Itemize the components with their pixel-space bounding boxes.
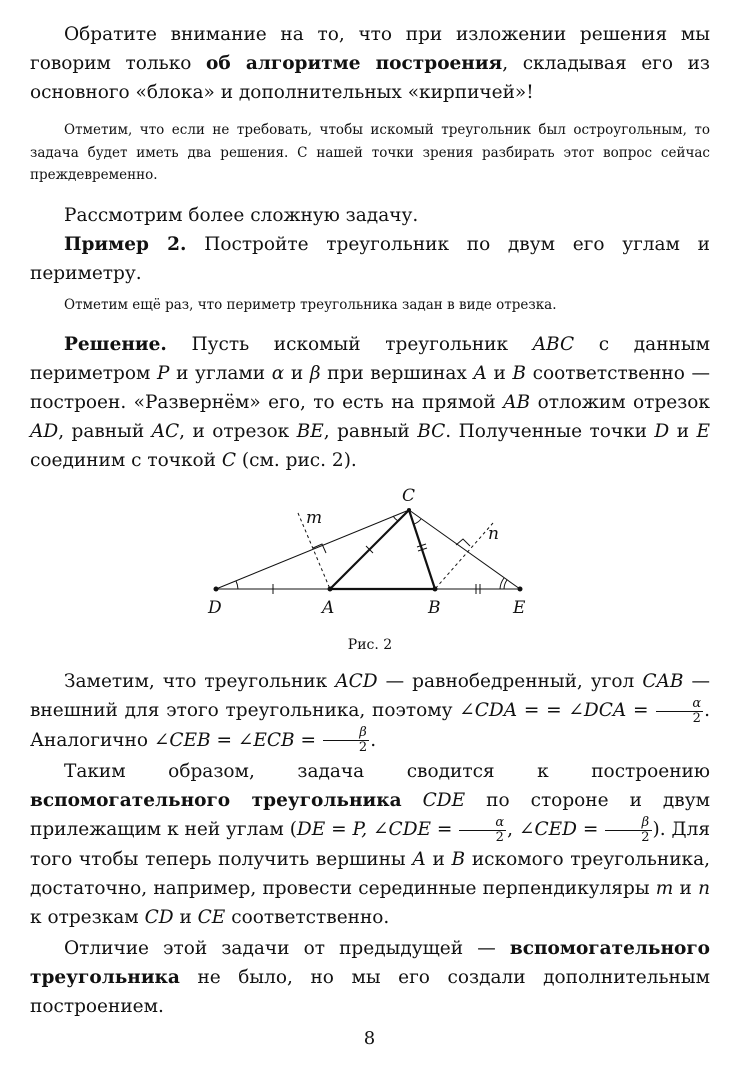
math-b: B	[512, 363, 527, 384]
solution-text: , и отрезок	[179, 421, 297, 442]
fraction-denominator: 2	[358, 740, 368, 755]
solution-text: и	[284, 363, 310, 384]
fraction-beta-2	[323, 726, 369, 755]
angle-arc-e-1	[500, 578, 504, 589]
math-cab: CAB	[642, 671, 684, 692]
math-eq-cda: ∠CDA =	[459, 700, 540, 721]
reduction-text: и	[173, 906, 198, 928]
math-c: C	[221, 450, 237, 471]
point-b	[433, 587, 438, 592]
solution-text: и	[486, 363, 513, 384]
example-text: Постройте треугольник по двум его углам и периметру.	[30, 233, 710, 284]
fraction-beta-2	[605, 816, 651, 845]
point-d	[214, 587, 219, 592]
angle-arc-c-left	[393, 516, 398, 521]
math-a: A	[473, 363, 487, 384]
math-alpha: α	[271, 363, 285, 384]
reduction-text: и	[425, 848, 452, 870]
reduction-text: Таким образом, задача сводится к построению	[64, 761, 710, 782]
intro-paragraph	[30, 20, 710, 107]
intro-bold: об алгоритме построения	[206, 53, 503, 74]
label-d: D	[208, 598, 222, 618]
math-d: D	[654, 421, 670, 442]
solution-text: , равный	[323, 421, 418, 442]
math-ad: AD	[30, 421, 59, 442]
math-ce: CE	[197, 906, 226, 928]
fraction-numerator: β	[605, 816, 651, 831]
solution-paragraph	[30, 330, 710, 475]
fraction-denominator: 2	[495, 829, 504, 845]
math-acd: ACD	[335, 671, 378, 692]
fraction-numerator: α	[656, 697, 703, 712]
fraction-numerator: α	[459, 816, 506, 831]
solution-text: и	[669, 421, 697, 442]
line-ce	[409, 510, 520, 589]
math-eq-dca: = ∠DCA =	[546, 700, 649, 721]
example-label: Пример 2.	[64, 233, 187, 255]
solution-text: (см. рис. 2).	[236, 450, 357, 471]
solution-text: соединим с точкой	[30, 450, 222, 471]
reduction-text: соответственно.	[225, 906, 390, 928]
difference-bold: вспомогательного треугольника	[30, 937, 710, 988]
fraction-alpha-2	[656, 697, 703, 726]
math-m: m	[655, 877, 674, 899]
label-n: n	[488, 524, 499, 544]
solution-text: и углами	[169, 363, 272, 384]
label-c: C	[402, 486, 416, 506]
intro-text-end: , складывая его из основного «блока» и дополнительных «кирпичей»!	[30, 53, 710, 103]
note-paragraph-2: Отметим ещё раз, что периметр треугольника задан в виде отрезка.	[64, 296, 557, 313]
solution-text: . Полученные точки	[445, 421, 655, 442]
label-b: B	[428, 598, 441, 618]
observation-text: — равнобедренный, угол	[377, 671, 643, 692]
solution-text: Пусть искомый треугольник	[166, 334, 533, 355]
point-c	[407, 508, 411, 512]
solution-text: с данным периметром	[30, 334, 710, 384]
point-e	[518, 587, 523, 592]
point-a	[328, 587, 333, 592]
solution-text: отложим отрезок	[530, 392, 710, 413]
bisector-n	[435, 523, 493, 589]
reduction-text: к отрезкам	[30, 906, 145, 928]
math-a: A	[412, 848, 426, 870]
math-cde: CDE	[422, 790, 466, 811]
math-eq-ceb: ∠CEB = ∠ECB =	[153, 729, 317, 751]
page-content	[30, 16, 710, 1021]
reduction-comma: ,	[507, 819, 514, 840]
math-ab: AB	[503, 392, 531, 413]
triangle-diagram	[30, 483, 710, 633]
reduction-text	[402, 790, 423, 811]
solution-text: соответственно — построен. «Развернём» его, то есть на прямой	[30, 363, 710, 413]
example-paragraph	[30, 230, 710, 288]
solution-label: Решение.	[64, 334, 167, 355]
solution-text: при вершинах	[320, 363, 474, 384]
fraction-denominator: 2	[692, 710, 701, 726]
observation-text: .	[370, 729, 377, 751]
reduction-text: по стороне и двум прилежащим к ней углам (	[30, 790, 710, 840]
math-eq-de: DE = P, ∠CDE =	[296, 819, 453, 840]
intro-text: Обратите внимание на то, что при изложении решения мы говорим только	[30, 24, 710, 74]
angle-arc-c-right	[414, 519, 421, 524]
reduction-text: ). Для того чтобы теперь получить вершины	[30, 819, 710, 870]
observation-text: . Аналогично	[30, 700, 710, 751]
angle-arc-e-2	[504, 580, 507, 589]
angle-arc-d	[236, 581, 238, 589]
fraction-denominator: 2	[641, 829, 650, 845]
observation-paragraph	[30, 667, 710, 755]
math-ac: AC	[151, 421, 180, 442]
figure-2	[30, 483, 710, 633]
observation-text: Заметим, что треугольник	[64, 671, 336, 692]
note-paragraph-1: Отметим, что если не требовать, чтобы искомый треугольник был остроугольным, то задача будет иметь два решения. С нашей точки зрения разбирать этот вопрос сейчас преждевременно.	[30, 122, 710, 183]
difference-text: не было, но мы его создали дополнительным построением.	[30, 966, 710, 1017]
reduction-paragraph	[30, 757, 710, 932]
fraction-alpha-2	[459, 816, 506, 845]
reduction-text: искомого треугольника, достаточно, например, провести серединные перпендикуляры	[30, 848, 710, 899]
math-p: P	[157, 363, 170, 384]
page-number: 8	[363, 1028, 376, 1049]
difference-paragraph	[30, 934, 710, 1021]
figure-caption: Рис. 2	[347, 637, 393, 653]
math-beta: β	[309, 363, 321, 384]
math-n: n	[698, 877, 711, 899]
math-be: BE	[296, 421, 324, 442]
math-cd: CD	[144, 906, 174, 928]
consider-paragraph: Рассмотрим более сложную задачу.	[64, 204, 419, 226]
difference-text: Отличие этой задачи от предыдущей —	[64, 937, 510, 959]
math-bc: BC	[417, 421, 446, 442]
label-m: m	[306, 508, 323, 528]
fraction-numerator: β	[323, 726, 369, 741]
reduction-text: и	[673, 877, 699, 899]
observation-text: — внешний для этого треугольника, поэтому	[30, 671, 710, 721]
label-e: E	[513, 598, 526, 618]
solution-text: , равный	[58, 421, 152, 442]
math-eq-ced: ∠CED =	[518, 819, 599, 840]
math-e: E	[696, 421, 710, 442]
math-b: B	[451, 848, 466, 870]
label-a: A	[322, 598, 335, 618]
reduction-bold: вспомогательного треугольника	[30, 790, 402, 811]
math-abc: ABC	[532, 334, 575, 355]
